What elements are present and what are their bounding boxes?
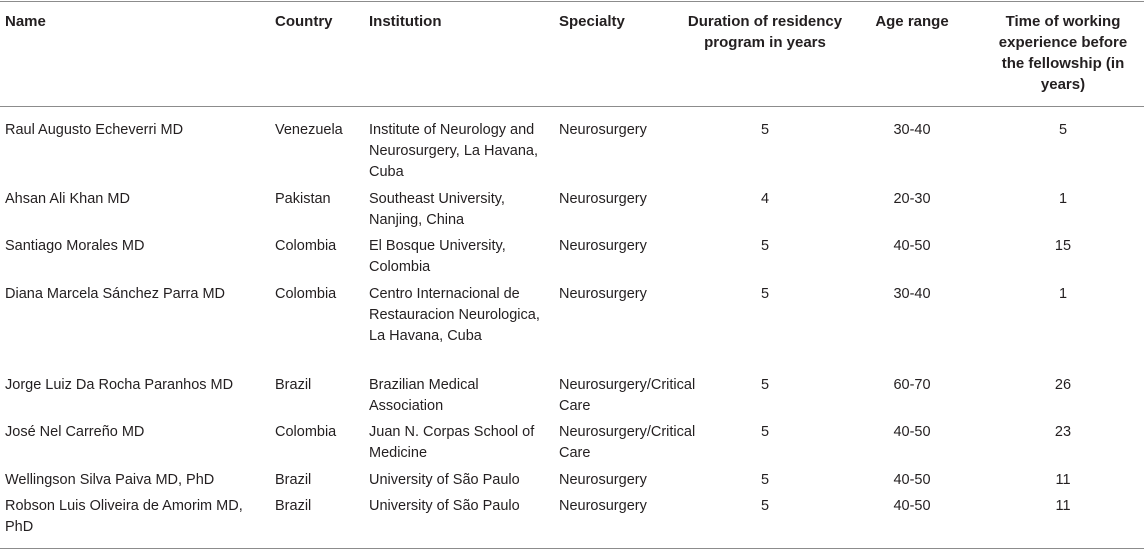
- cell-age-range: 30-40: [893, 286, 931, 302]
- cell-age-range: 30-40: [893, 122, 931, 138]
- cell-name: Raul Augusto Echeverri MD: [5, 122, 184, 138]
- cell-experience: 5: [1058, 122, 1068, 138]
- cell-country: Colombia: [275, 424, 337, 440]
- cell-institution: Southeast University, Nanjing, China: [369, 191, 505, 228]
- cell-country: Colombia: [275, 238, 337, 254]
- cell-institution: Institute of Neurology and Neurosurgery, La Havana, Cuba: [369, 122, 538, 180]
- cell-age-range: 40-50: [893, 498, 931, 514]
- cell-specialty: Neurosurgery: [559, 286, 647, 302]
- cell-name: Jorge Luiz Da Rocha Paranhos MD: [5, 377, 234, 393]
- cell-age-range: 60-70: [893, 377, 931, 393]
- cell-age-range: 20-30: [893, 191, 931, 207]
- cell-country: Pakistan: [275, 191, 331, 207]
- cell-name: Ahsan Ali Khan MD: [5, 191, 130, 207]
- cell-institution: El Bosque University, Colombia: [369, 238, 506, 275]
- cell-institution: University of São Paulo: [369, 472, 520, 488]
- cell-institution: University of São Paulo: [369, 498, 520, 514]
- table-bottom-rule: [0, 548, 1144, 549]
- header-age-range: Age range: [875, 13, 949, 30]
- cell-specialty: Neurosurgery: [559, 191, 647, 207]
- cell-country: Venezuela: [275, 122, 343, 138]
- cell-duration: 5: [760, 122, 770, 138]
- cell-specialty: Neurosurgery: [559, 238, 647, 254]
- cell-experience: 15: [1054, 238, 1072, 254]
- cell-institution: Juan N. Corpas School of Medicine: [369, 424, 535, 461]
- cell-name: Santiago Morales MD: [5, 238, 145, 254]
- cell-duration: 5: [760, 472, 770, 488]
- cell-age-range: 40-50: [893, 424, 931, 440]
- cell-duration: 5: [760, 286, 770, 302]
- header-experience: Time of working experience before the fellowship (in years): [998, 13, 1128, 93]
- cell-age-range: 40-50: [893, 238, 931, 254]
- header-country: Country: [275, 13, 333, 30]
- cell-name: Wellingson Silva Paiva MD, PhD: [5, 472, 215, 488]
- cell-experience: 11: [1055, 498, 1071, 514]
- header-name: Name: [5, 13, 46, 30]
- cell-experience: 11: [1055, 472, 1071, 488]
- cell-experience: 1: [1058, 191, 1068, 207]
- cell-country: Colombia: [275, 286, 337, 302]
- cell-experience: 26: [1054, 377, 1072, 393]
- cell-specialty: Neurosurgery/Critical Care: [559, 424, 696, 461]
- cell-name: Diana Marcela Sánchez Parra MD: [5, 286, 226, 302]
- cell-duration: 4: [760, 191, 770, 207]
- cell-country: Brazil: [275, 472, 312, 488]
- cell-specialty: Neurosurgery: [559, 498, 647, 514]
- header-institution: Institution: [369, 13, 442, 30]
- cell-specialty: Neurosurgery: [559, 472, 647, 488]
- cell-duration: 5: [760, 238, 770, 254]
- cell-age-range: 40-50: [893, 472, 931, 488]
- table-top-rule: [0, 1, 1144, 2]
- cell-specialty: Neurosurgery/Critical Care: [559, 377, 696, 414]
- cell-institution: Centro Internacional de Restauracion Neurologica, La Havana, Cuba: [369, 286, 540, 344]
- cell-experience: 1: [1058, 286, 1068, 302]
- header-rule: [0, 106, 1144, 107]
- cell-experience: 23: [1054, 424, 1072, 440]
- cell-name: Robson Luis Oliveira de Amorim MD, PhD: [5, 498, 243, 535]
- cell-duration: 5: [760, 424, 770, 440]
- header-specialty: Specialty: [559, 13, 625, 30]
- cell-country: Brazil: [275, 377, 312, 393]
- cell-country: Brazil: [275, 498, 312, 514]
- cell-name: José Nel Carreño MD: [5, 424, 145, 440]
- cell-specialty: Neurosurgery: [559, 122, 647, 138]
- cell-institution: Brazilian Medical Association: [369, 377, 479, 414]
- header-duration: Duration of residency program in years: [687, 13, 843, 51]
- cell-duration: 5: [760, 377, 770, 393]
- cell-duration: 5: [760, 498, 770, 514]
